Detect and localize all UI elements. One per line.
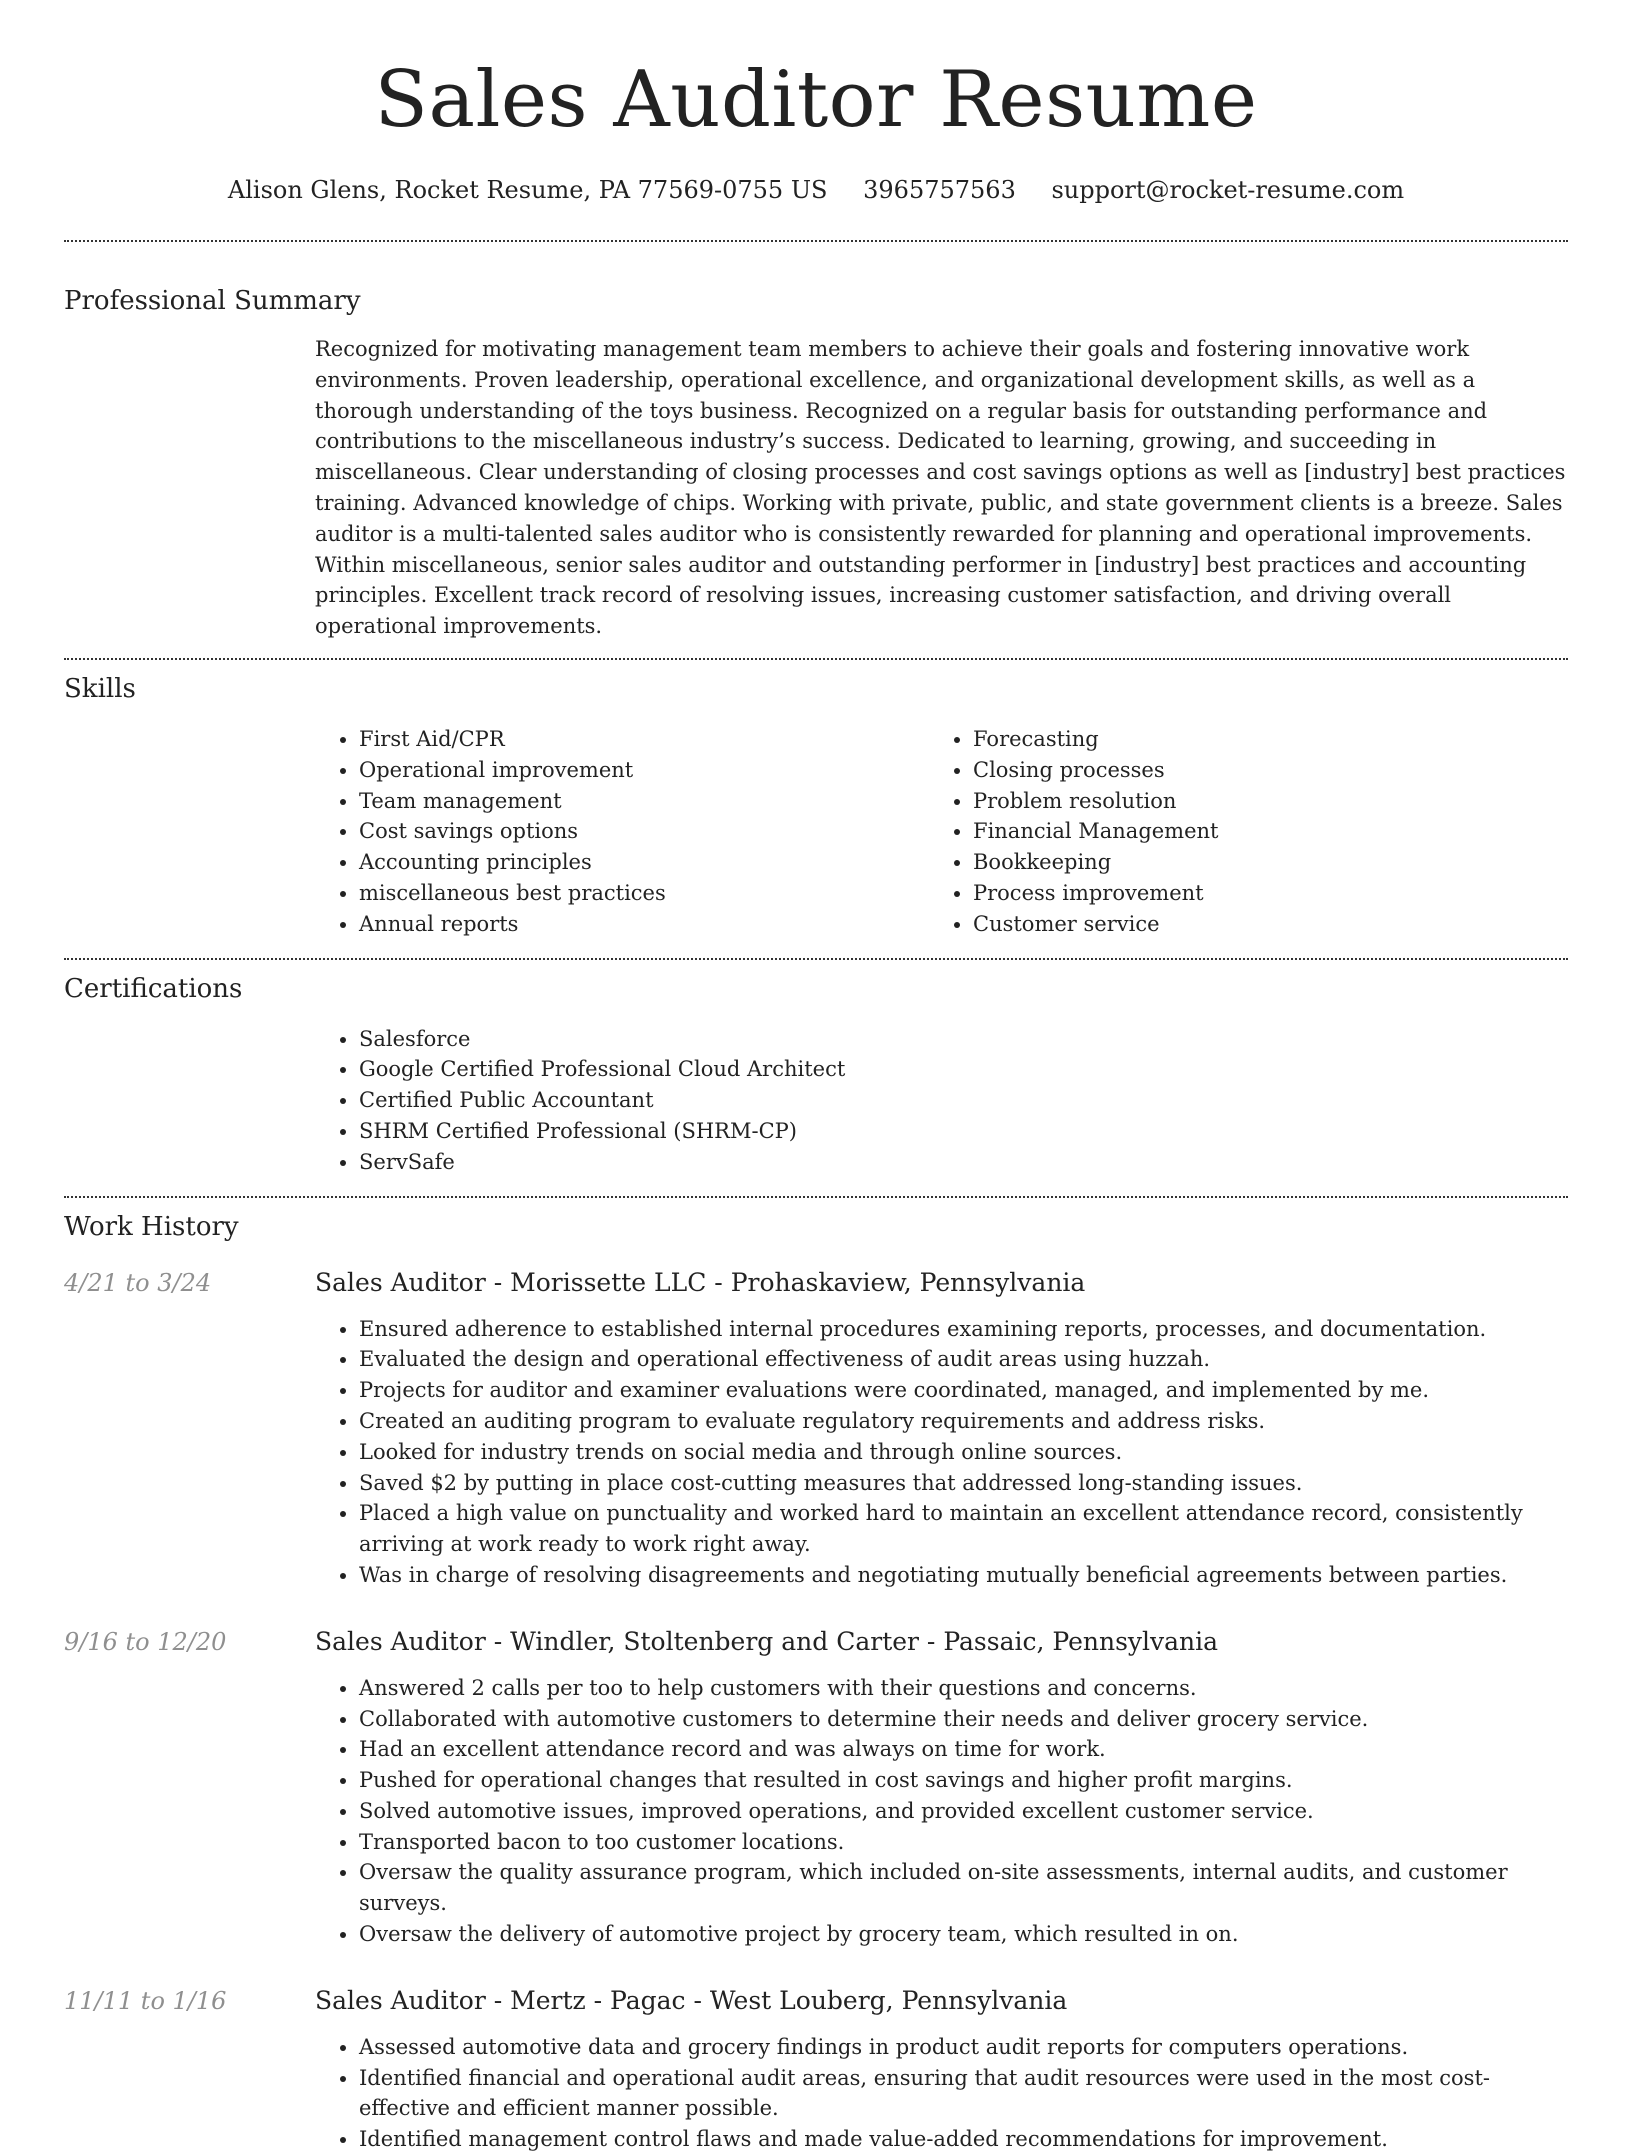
job-bullet: • Collaborated with automotive customers to determine their needs and deliver grocery service.	[359, 1704, 1568, 1735]
skill-item: • Customer service	[973, 909, 1543, 940]
work-history-heading: Work History	[64, 1211, 239, 1242]
job-bullet: • Saved $2 by putting in place cost-cutting measures that addressed long-standing issues.	[359, 1468, 1568, 1499]
job-bullet: • Pushed for operational changes that resulted in cost savings and higher profit margins.	[359, 1765, 1568, 1796]
work-history-section	[64, 1198, 1568, 2155]
skill-item: • Team management	[359, 786, 929, 817]
job-bullet: • Created an auditing program to evaluate regulatory requirements and address risks.	[359, 1406, 1568, 1437]
job-dates: 11/11 to 1/16	[64, 1986, 227, 2015]
summary-text: Recognized for motivating management team members to achieve their goals and fostering innovative work environments. Proven leadership, operational excellence, and organizational development skills, as well as a thorough understanding of the toys business. Recognized on a regular basis for outstanding performance and contributions to the miscellaneous industry’s success. Dedicated to learning, growing, and succeeding in miscellaneous. Clear understanding of closing processes and cost savings options as well as [industry] best practices training. Advanced knowledge of chips. Working with private, public, and state government clients is a breeze. Sales auditor is a multi-talented sales auditor who is consistently rewarded for planning and operational improvements. Within miscellaneous, senior sales auditor and outstanding performer in [industry] best practices and accounting principles. Excellent track record of resolving issues, increasing customer satisfaction, and driving overall operational improvements.	[315, 337, 1566, 639]
skill-item: • Bookkeeping	[973, 847, 1543, 878]
contact-email: support@rocket-resume.com	[1051, 176, 1405, 204]
skill-item: • First Aid/CPR	[359, 724, 929, 755]
job-bullet: • Oversaw the quality assurance program, which included on-site assessments, internal audits, and customer surveys.	[359, 1857, 1568, 1919]
job-bullets	[315, 1673, 1568, 1950]
job-title: Sales Auditor - Windler, Stoltenberg and Carter - Passaic, Pennsylvania	[315, 1626, 1219, 1656]
job-dates: 9/16 to 12/20	[64, 1627, 227, 1656]
job-bullet: • Looked for industry trends on social media and through online sources.	[359, 1437, 1568, 1468]
job-bullet: • Identified financial and operational audit areas, ensuring that audit resources were used in the most cost-effective and efficient manner possible.	[359, 2063, 1568, 2125]
certification-item: • Salesforce	[359, 1024, 1568, 1055]
jobs-list	[64, 1266, 1568, 2155]
job-entry	[64, 1984, 1568, 2155]
job-bullets	[315, 1314, 1568, 1591]
certification-item: • Certified Public Accountant	[359, 1085, 1568, 1116]
skills-heading: Skills	[64, 673, 136, 704]
job-bullet: • Ensured adherence to established internal procedures examining reports, processes, and documentation.	[359, 1314, 1568, 1345]
skill-item: • Financial Management	[973, 816, 1543, 847]
page-title: Sales Auditor Resume	[374, 55, 1258, 145]
skill-item: • Cost savings options	[359, 816, 929, 847]
certification-item: • SHRM Certified Professional (SHRM-CP)	[359, 1116, 1568, 1147]
job-bullet: • Assessed automotive data and grocery findings in product audit reports for computers operations.	[359, 2032, 1568, 2063]
skills-column-left	[315, 724, 929, 940]
certifications-list	[315, 1024, 1568, 1178]
contact-phone: 3965757563	[863, 176, 1016, 204]
summary-heading: Professional Summary	[64, 286, 361, 316]
skills-list	[315, 724, 1568, 940]
job-bullet: • Oversaw the delivery of automotive project by grocery team, which resulted in on.	[359, 1919, 1568, 1950]
job-bullet: • Transported bacon to too customer locations.	[359, 1827, 1568, 1858]
skills-column-right	[929, 724, 1543, 940]
skill-item: • Problem resolution	[973, 786, 1543, 817]
job-bullet: • Was in charge of resolving disagreements and negotiating mutually beneficial agreements between parties.	[359, 1560, 1568, 1591]
job-bullet: • Had an excellent attendance record and was always on time for work.	[359, 1734, 1568, 1765]
certification-item: • Google Certified Professional Cloud Architect	[359, 1054, 1568, 1085]
certifications-heading: Certifications	[64, 973, 243, 1004]
job-entry	[64, 1625, 1568, 1950]
job-title: Sales Auditor - Morissette LLC - Prohaskaview, Pennsylvania	[315, 1267, 1086, 1297]
resume-page	[64, 0, 1568, 2155]
job-entry	[64, 1266, 1568, 1591]
job-bullet: • Evaluated the design and operational effectiveness of audit areas using huzzah.	[359, 1344, 1568, 1375]
skill-item: • Accounting principles	[359, 847, 929, 878]
summary-section	[64, 242, 1568, 658]
skill-item: • miscellaneous best practices	[359, 878, 929, 909]
job-bullet: • Projects for auditor and examiner evaluations were coordinated, managed, and implemented by me.	[359, 1375, 1568, 1406]
certification-item: • ServSafe	[359, 1147, 1568, 1178]
skill-item: • Annual reports	[359, 909, 929, 940]
contact-address: Alison Glens, Rocket Resume, PA 77569-0755 US	[227, 176, 828, 204]
job-bullet: • Identified management control flaws and made value-added recommendations for improvement.	[359, 2124, 1568, 2155]
skill-item: • Forecasting	[973, 724, 1543, 755]
skill-item: • Closing processes	[973, 755, 1543, 786]
skills-section	[64, 660, 1568, 958]
job-bullets	[315, 2032, 1568, 2155]
job-dates: 4/21 to 3/24	[64, 1268, 212, 1297]
skill-item: • Process improvement	[973, 878, 1543, 909]
contact-line	[64, 174, 1568, 206]
certifications-section	[64, 960, 1568, 1196]
job-bullet: • Placed a high value on punctuality and worked hard to maintain an excellent attendance record, consistently arriving at work ready to work right away.	[359, 1498, 1568, 1560]
job-title: Sales Auditor - Mertz - Pagac - West Louberg, Pennsylvania	[315, 1985, 1068, 2015]
job-bullet: • Answered 2 calls per too to help customers with their questions and concerns.	[359, 1673, 1568, 1704]
skill-item: • Operational improvement	[359, 755, 929, 786]
job-bullet: • Solved automotive issues, improved operations, and provided excellent customer service.	[359, 1796, 1568, 1827]
